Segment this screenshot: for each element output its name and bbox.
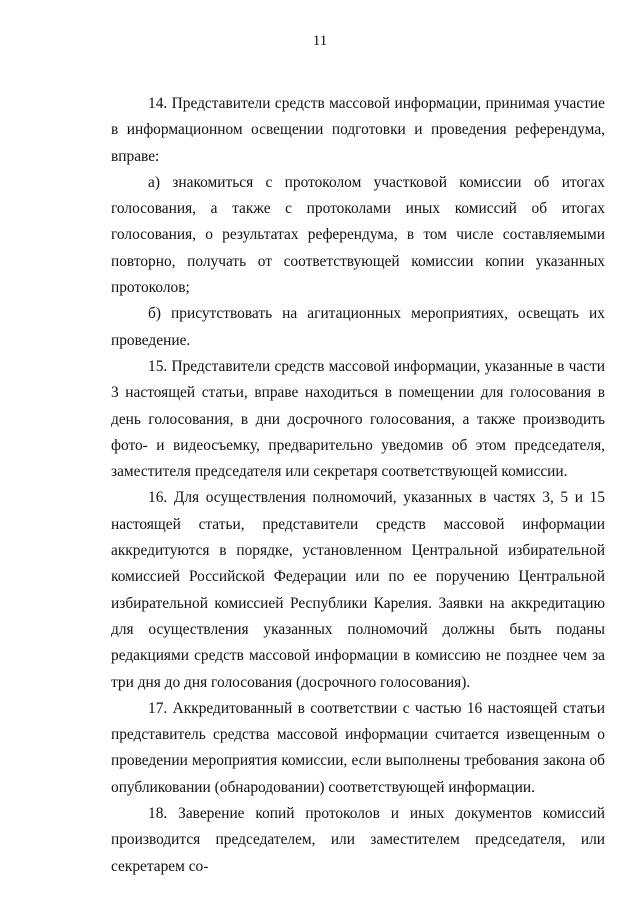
page-number: 11 <box>312 33 328 49</box>
paragraph-14-item-a: а) знакомиться с протоколом участковой комиссии об итогах голосования, а также с протоколами иных комиссий об итогах голосования, о результатах референдума, в том числе составляемыми повторно, получать от соответствующей комиссии копии указанных протоколов; <box>111 173 605 297</box>
document-body <box>111 91 605 880</box>
paragraph-15: 15. Представители средств массовой информации, указанные в части 3 настоящей статьи, вправе находиться в помещении для голосования в день голосования, в дни досрочного голосования, а также производить фото- и видеосъемку, предварительно уведомив об этом председателя, заместителя председателя или секретаря соответствующей комиссии. <box>111 357 605 481</box>
paragraph-18: 18. Заверение копий протоколов и иных документов комиссий производится председателем, или заместителем председателя, или секретарем со- <box>111 805 605 875</box>
paragraph-14-item-b: б) присутствовать на агитационных мероприятиях, освещать их проведение. <box>111 305 605 349</box>
paragraph-17: 17. Аккредитованный в соответствии с частью 16 настоящей статьи представитель средства массовой информации считается извещенным о проведении мероприятия комиссии, если выполнены требования закона об опубликовании (обнародовании) соответствующей информации. <box>111 699 605 796</box>
paragraph-16: 16. Для осуществления полномочий, указанных в частях 3, 5 и 15 настоящей статьи, представители средств массовой информации аккредитуются в порядке, установленном Центральной избирательной комиссией Российской Федерации или по ее поручению Центральной избирательной комиссией Республики Карелия. Заявки на аккредитацию для осуществления указанных полномочий должны быть поданы редакциями средств массовой информации в комиссию не позднее чем за три дня до дня голосования (досрочного голосования). <box>111 489 605 691</box>
paragraph-14: 14. Представители средств массовой информации, принимая участие в информационном освещении подготовки и проведения референдума, вправе: <box>111 95 605 165</box>
